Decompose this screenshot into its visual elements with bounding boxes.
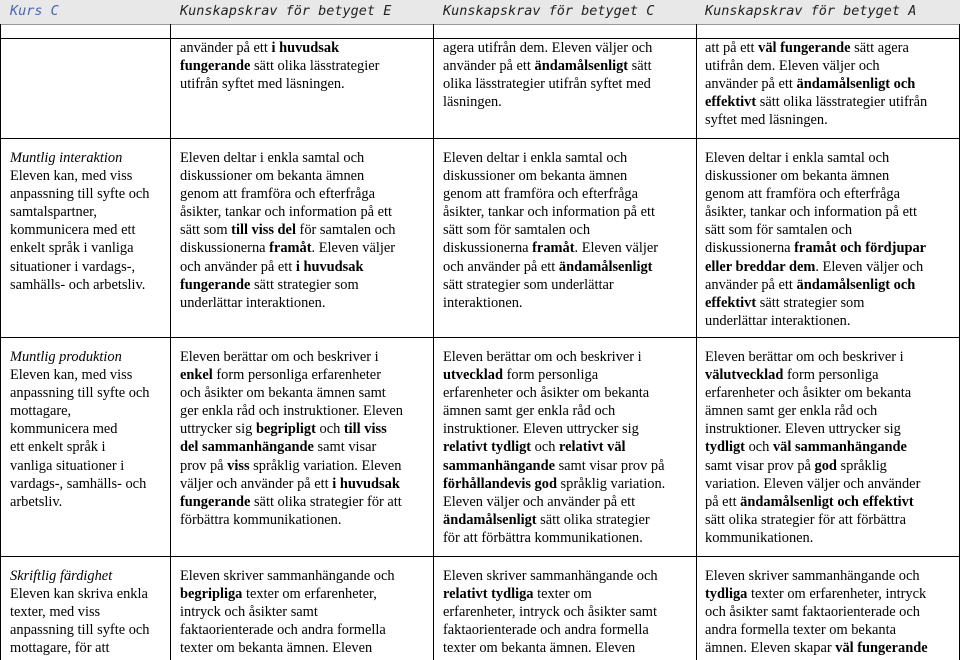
row-writing-grade-c: Eleven skriver sammanhängande och relativt tydliga texter om erfarenheter, intryck och åsikter samt faktaorienterade och andra formella texter om bekanta ämnen. Eleven [443, 568, 658, 657]
row-production-grade-c: Eleven berättar om och beskriver i utvecklad form personliga erfarenheter och åsikter om bekanta ämnen samt ger enkla råd och instruktioner. Eleven uttrycker sig relativt tydligt och relativt väl sammanhängande samt visar prov på förhållandevis god språklig variation. Eleven väljer och använder på ett ändamålsenligt sätt olika strategier för att förbättra kommunikationen. [443, 349, 666, 546]
grid-line [0, 138, 960, 139]
row-interaction-grade-a: Eleven deltar i enkla samtal och diskussioner om bekanta ämnen genom att framföra och efterfråga åsikter, tankar och information på ett sätt som för samtalen och diskussionerna framåt och fördjupar eller breddar dem. Eleven väljer och använder på ett ändamålsenligt och effektivt sätt strategier som underlättar interaktionen. [705, 150, 927, 329]
row-writing-grade-e: Eleven skriver sammanhängande och begripliga texter om erfarenheter, intryck och åsikter samt faktaorienterade och andra formella texter om bekanta ämnen. Eleven [180, 568, 395, 657]
row-reading-grade-e: använder på ett i huvudsak fungerande sätt olika lässtrategier utifrån syftet med läsningen. [180, 40, 380, 93]
grid-line [0, 337, 960, 338]
grid-line [0, 24, 1, 660]
grid-line [170, 24, 171, 660]
row-interaction-grade-e: Eleven deltar i enkla samtal och diskussioner om bekanta ämnen genom att framföra och efterfråga åsikter, tankar och information på ett sätt som till viss del för samtalen och diskussionerna framåt. Eleven väljer och använder på ett i huvudsak fungerande sätt strategier som underlättar interaktionen. [180, 150, 396, 311]
row-writing-label: Skriftlig färdighet Eleven kan skriva enkla texter, med viss anpassning till syfte och mottagare, för att [10, 568, 150, 657]
row-reading-grade-a: att på ett väl fungerande sätt agera utifrån dem. Eleven väljer och använder på ett ändamålsenligt och effektivt sätt olika lässtrategier utifrån syftet med läsningen. [705, 40, 928, 129]
header-course: Kurs C [10, 3, 59, 19]
grid-line [433, 24, 434, 660]
row-writing-grade-a: Eleven skriver sammanhängande och tydliga texter om erfarenheter, intryck och åsikter samt faktaorienterade och andra formella texter om bekanta ämnen. Eleven skapar väl fungerande [705, 568, 928, 657]
table-header [0, 0, 960, 25]
grid-line [696, 24, 697, 660]
header-grade-c: Kunskapskrav för betyget C [443, 3, 655, 19]
row-interaction-grade-c: Eleven deltar i enkla samtal och diskussioner om bekanta ämnen genom att framföra och efterfråga åsikter, tankar och information på ett sätt som för samtalen och diskussionerna framåt. Eleven väljer och använder på ett ändamålsenligt sätt strategier som underlättar interaktionen. [443, 150, 659, 311]
header-grade-e: Kunskapskrav för betyget E [180, 3, 392, 19]
row-production-label: Muntlig produktion Eleven kan, med viss anpassning till syfte och mottagare, kommunicera med ett enkelt språk i vanliga situationer i vardags-, samhälls- och arbetsliv. [10, 349, 150, 510]
row-interaction-label: Muntlig interaktion Eleven kan, med viss anpassning till syfte och samtalspartner, kommunicera med ett enkelt språk i vanliga situationer i vardags-, samhälls- och arbetsliv. [10, 150, 150, 293]
row-reading-grade-c: agera utifrån dem. Eleven väljer och använder på ett ändamålsenligt sätt olika lässtrategier utifrån syftet med läsningen. [443, 40, 653, 111]
row-production-grade-e: Eleven berättar om och beskriver i enkel form personliga erfarenheter och åsikter om bekanta ämnen samt ger enkla råd och instruktioner. Eleven uttrycker sig begripligt och till viss del sammanhängande samt visar prov på viss språklig variation. Eleven väljer och använder på ett i huvudsak fungerande sätt olika strategier för att förbättra kommunikationen. [180, 349, 403, 528]
row-production-grade-a: Eleven berättar om och beskriver i välutvecklad form personliga erfarenheter och åsikter om bekanta ämnen samt ger enkla råd och instruktioner. Eleven uttrycker sig tydligt och väl sammanhängande samt visar prov på god språklig variation. Eleven väljer och använder på ett ändamålsenligt och effektivt sätt olika strategier för att förbättra kommunikationen. [705, 349, 921, 546]
grid-line [0, 556, 960, 557]
header-grade-a: Kunskapskrav för betyget A [705, 3, 917, 19]
